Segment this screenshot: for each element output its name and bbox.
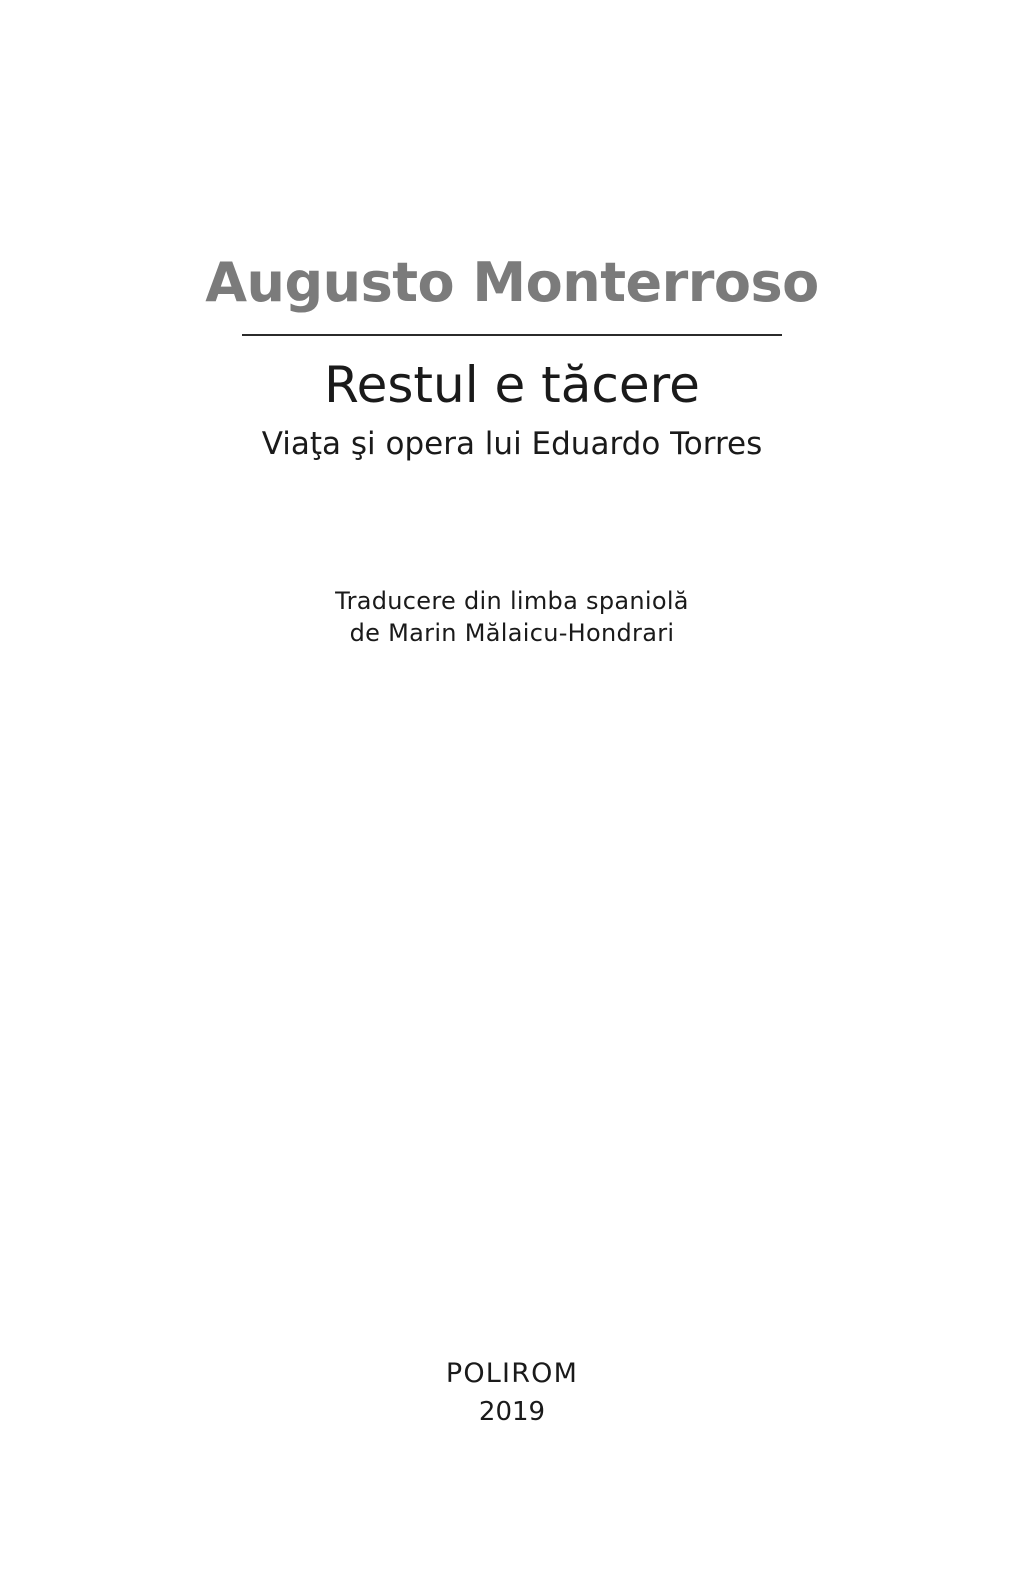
imprint-block <box>0 1358 1024 1427</box>
translation-credit-line-1: Traducere din limba spaniolă <box>335 587 689 615</box>
publication-year: 2019 <box>478 1397 546 1427</box>
translation-credit <box>0 585 1024 650</box>
publisher-name: POLIROM <box>445 1358 579 1389</box>
book-title: Restul e tăcere <box>324 355 700 414</box>
book-subtitle: Viaţa şi opera lui Eduardo Torres <box>261 425 763 462</box>
horizontal-rule <box>242 334 782 336</box>
translation-credit-line-2: de Marin Mălaicu-Hondrari <box>349 619 675 648</box>
title-block <box>0 251 1024 462</box>
author-name: Augusto Monterroso <box>205 251 819 314</box>
